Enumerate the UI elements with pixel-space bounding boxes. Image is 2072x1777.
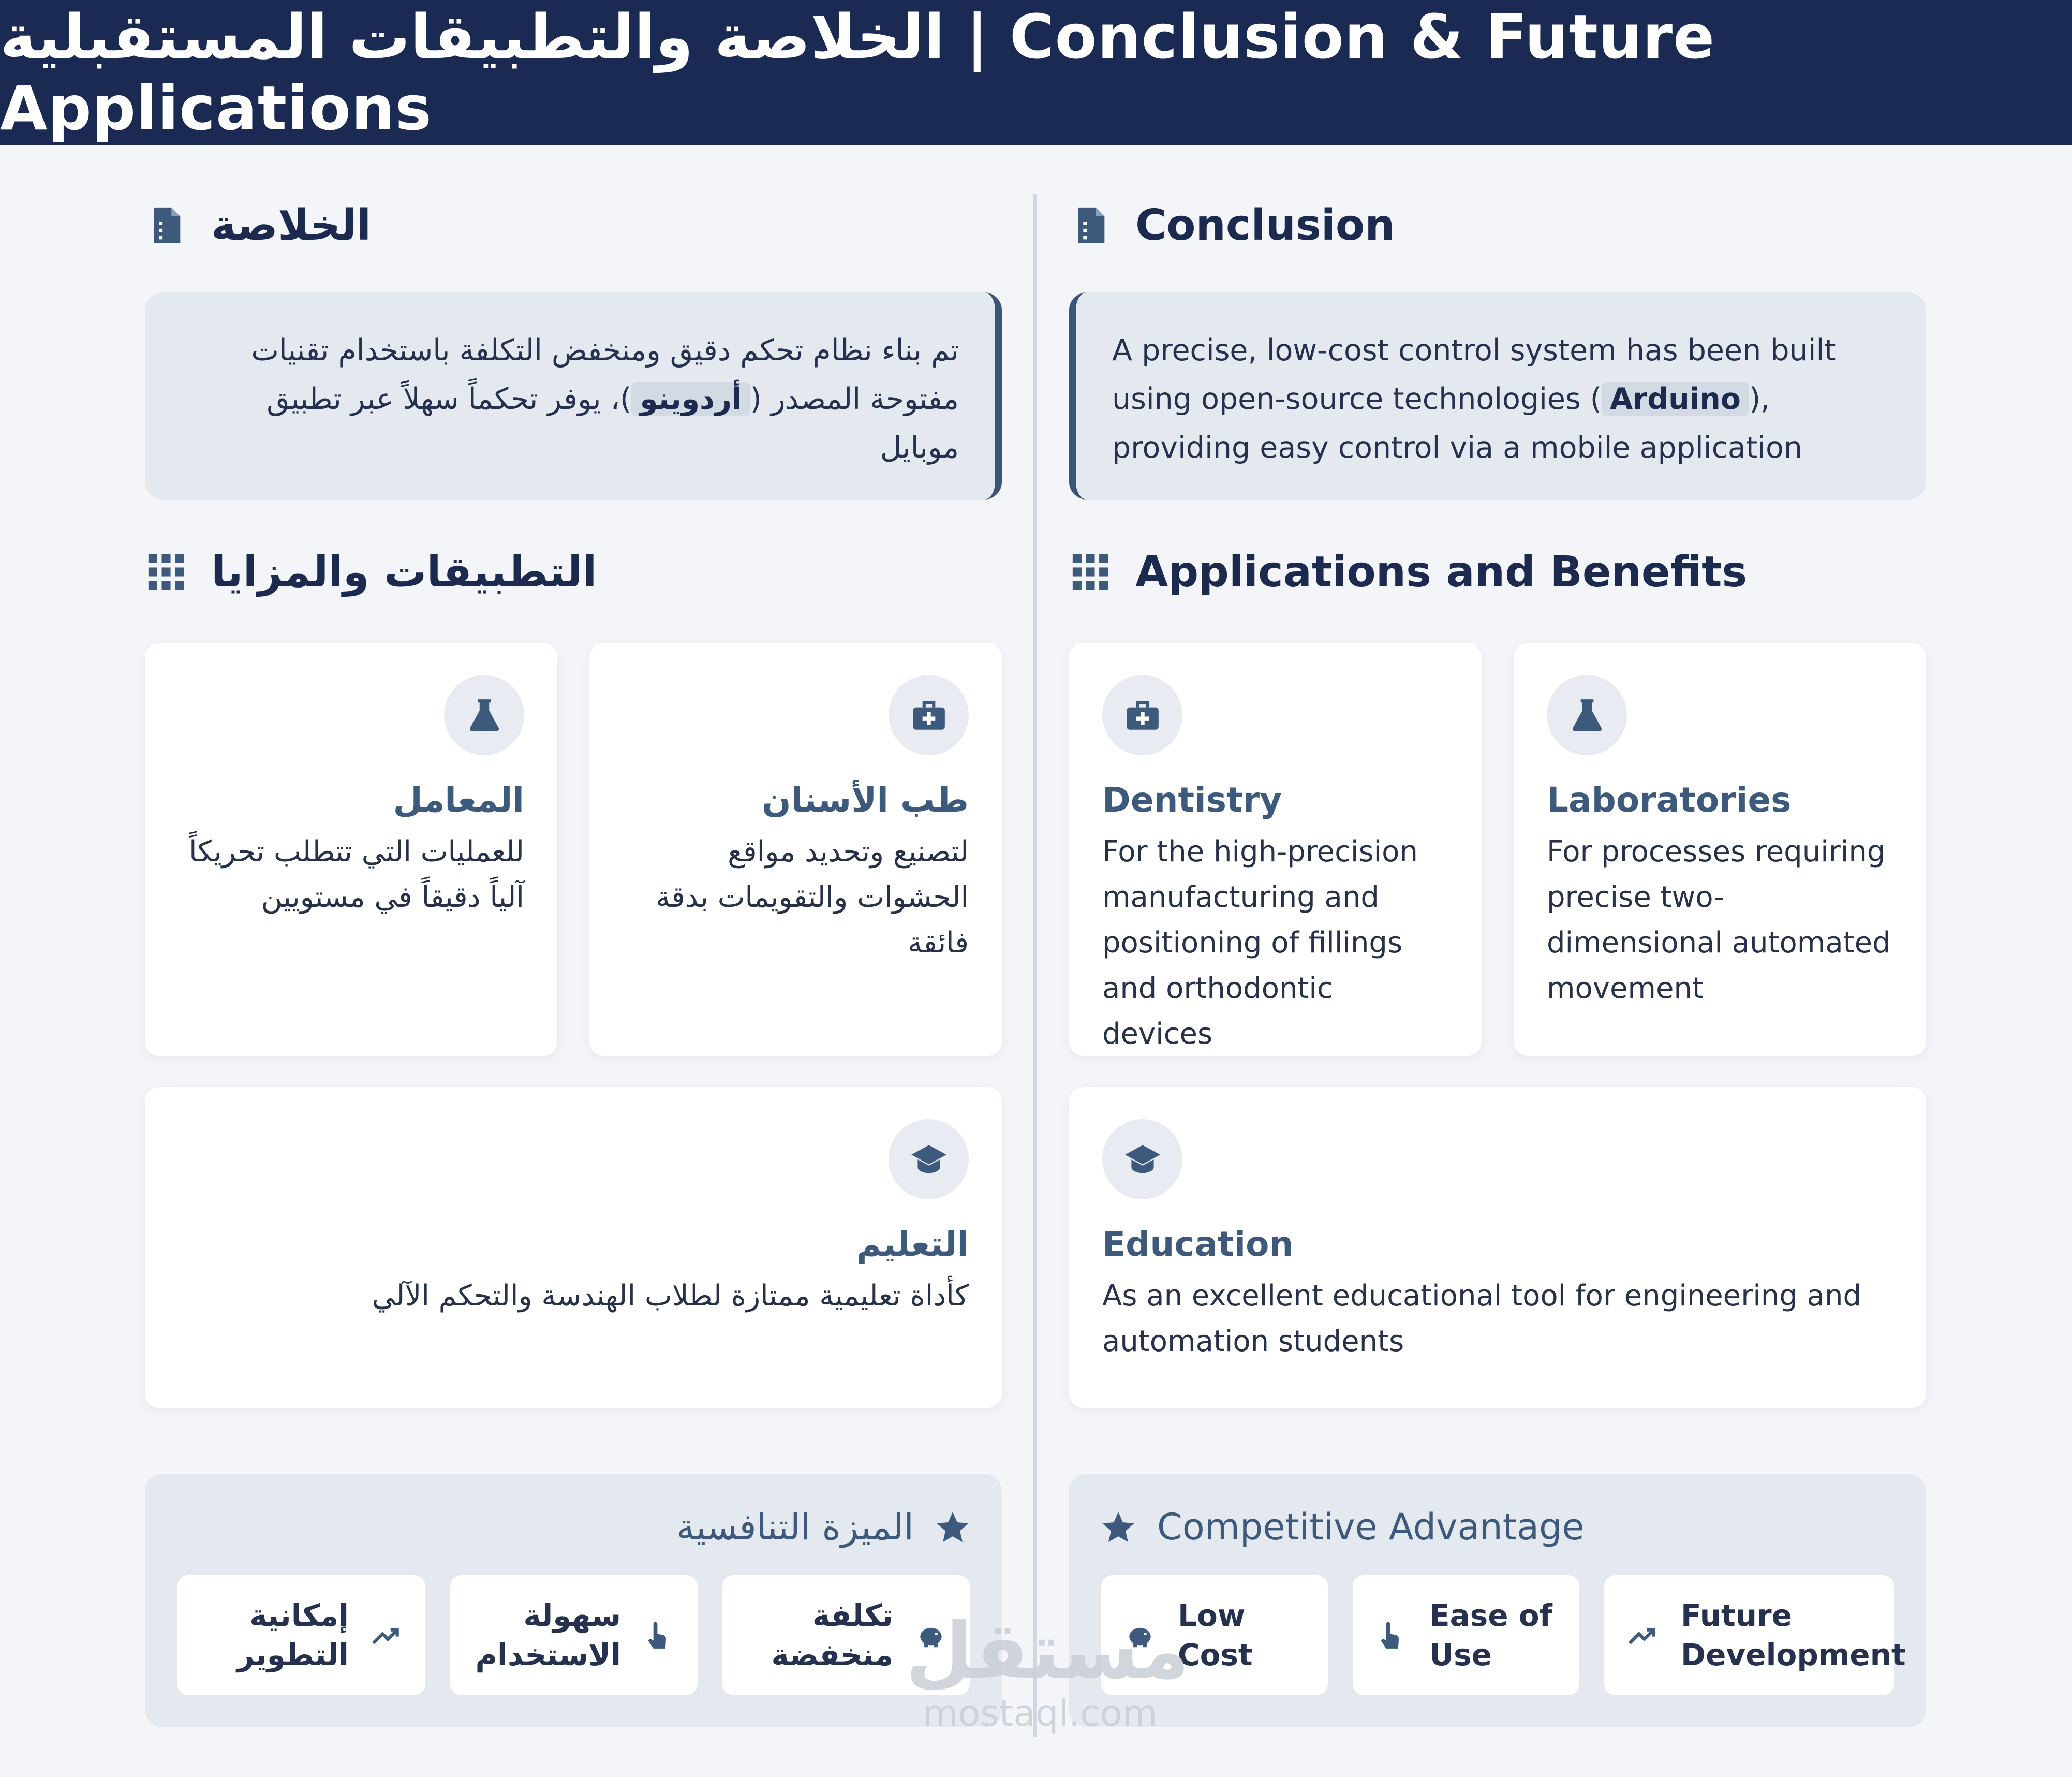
card-title: طب الأسنان — [762, 780, 969, 820]
english-card-dentistry — [1069, 643, 1482, 1056]
card-text: As an excellent educational tool for engineering and automation students — [1102, 1279, 1861, 1358]
document-icon — [145, 204, 187, 246]
arabic-card-laboratories — [145, 643, 557, 1056]
card-title: Dentistry — [1102, 780, 1282, 820]
advantage-future-development: Future Development — [1604, 1575, 1894, 1695]
advantage-ease-of-use: Ease of Use — [1353, 1575, 1579, 1695]
arabic-applications-heading — [145, 533, 1002, 611]
arabic-conclusion-box: تم بناء نظام تحكم دقيق ومنخفض التكلفة باستخدام تقنيات مفتوحة المصدر (أردوينو)، يوفر تحكماً سهلاً عبر تطبيق موبايل — [145, 292, 1002, 500]
medkit-icon — [910, 696, 948, 735]
english-advantage-panel — [1069, 1474, 1926, 1727]
arabic-card-dentistry — [589, 643, 1002, 1056]
trend-up-icon — [371, 1619, 403, 1651]
advantage-low-cost: Low Cost — [1101, 1575, 1328, 1695]
card-title: Laboratories — [1547, 780, 1792, 820]
card-title: Education — [1102, 1224, 1294, 1264]
document-icon — [1069, 204, 1112, 246]
english-applications-title: Applications and Benefits — [1135, 547, 1748, 597]
english-conclusion-box: A precise, low-cost control system has been built using open-source technologies ( Arduino ), providing easy control via a mobile application — [1069, 292, 1926, 500]
arabic-advantage-heading: الميزة التنافسية — [676, 1506, 971, 1548]
flask-icon — [465, 696, 504, 735]
card-text: For the high-precision manufacturing and positioning of fillings and orthodontic devices — [1102, 835, 1418, 1051]
grid-icon — [145, 551, 187, 593]
star-icon — [935, 1509, 971, 1545]
arabic-card-education — [145, 1087, 1002, 1408]
page-title: الخلاصة والتطبيقات المستقبلية | Conclusion & Future Applications — [0, 1, 1715, 144]
watermark: مستقل mostaql.com — [906, 1606, 1190, 1735]
english-card-education — [1069, 1087, 1926, 1408]
star-icon — [1100, 1509, 1136, 1545]
card-text: لتصنيع وتحديد مواقع الحشوات والتقويمات بدقة فائقة — [656, 835, 969, 960]
flask-icon — [1568, 696, 1606, 735]
arduino-highlight: Arduino — [1602, 382, 1749, 416]
card-text: للعمليات التي تتطلب تحريكاً آلياً دقيقاً في مستويين — [189, 835, 524, 914]
advantage-ease-of-use: سهولة الاستخدام — [450, 1575, 698, 1695]
arabic-column — [145, 186, 1002, 1672]
card-text: For processes requiring precise two-dimensional automated movement — [1547, 835, 1891, 1005]
hand-pointer-icon — [1375, 1619, 1408, 1651]
arabic-applications-title: التطبيقات والمزايا — [211, 547, 597, 597]
arabic-advantage-panel — [145, 1474, 1002, 1727]
arabic-conclusion-heading — [145, 186, 1002, 264]
grid-icon — [1069, 551, 1112, 593]
hand-pointer-icon — [643, 1619, 675, 1651]
trend-up-icon — [1627, 1619, 1659, 1651]
medkit-icon — [1123, 696, 1162, 735]
english-conclusion-title: Conclusion — [1135, 200, 1395, 250]
card-title: المعامل — [393, 780, 524, 820]
graduation-cap-icon — [910, 1140, 948, 1179]
page-header — [0, 0, 2072, 145]
card-text: كأداة تعليمية ممتازة لطلاب الهندسة والتحكم الآلي — [372, 1279, 969, 1313]
arduino-highlight: أردوينو — [631, 382, 750, 416]
english-conclusion-heading — [1069, 186, 1926, 264]
advantage-low-cost: تكلفة منخفضة — [722, 1575, 970, 1695]
english-column — [1069, 186, 1926, 1672]
arabic-conclusion-title: الخلاصة — [211, 200, 372, 250]
card-title: التعليم — [856, 1224, 969, 1264]
graduation-cap-icon — [1123, 1140, 1162, 1179]
english-applications-heading — [1069, 533, 1926, 611]
english-advantage-heading: Competitive Advantage — [1100, 1506, 1585, 1548]
advantage-future-development: إمكانية التطوير — [177, 1575, 425, 1695]
english-card-laboratories — [1514, 643, 1926, 1056]
column-divider — [1033, 194, 1037, 1737]
